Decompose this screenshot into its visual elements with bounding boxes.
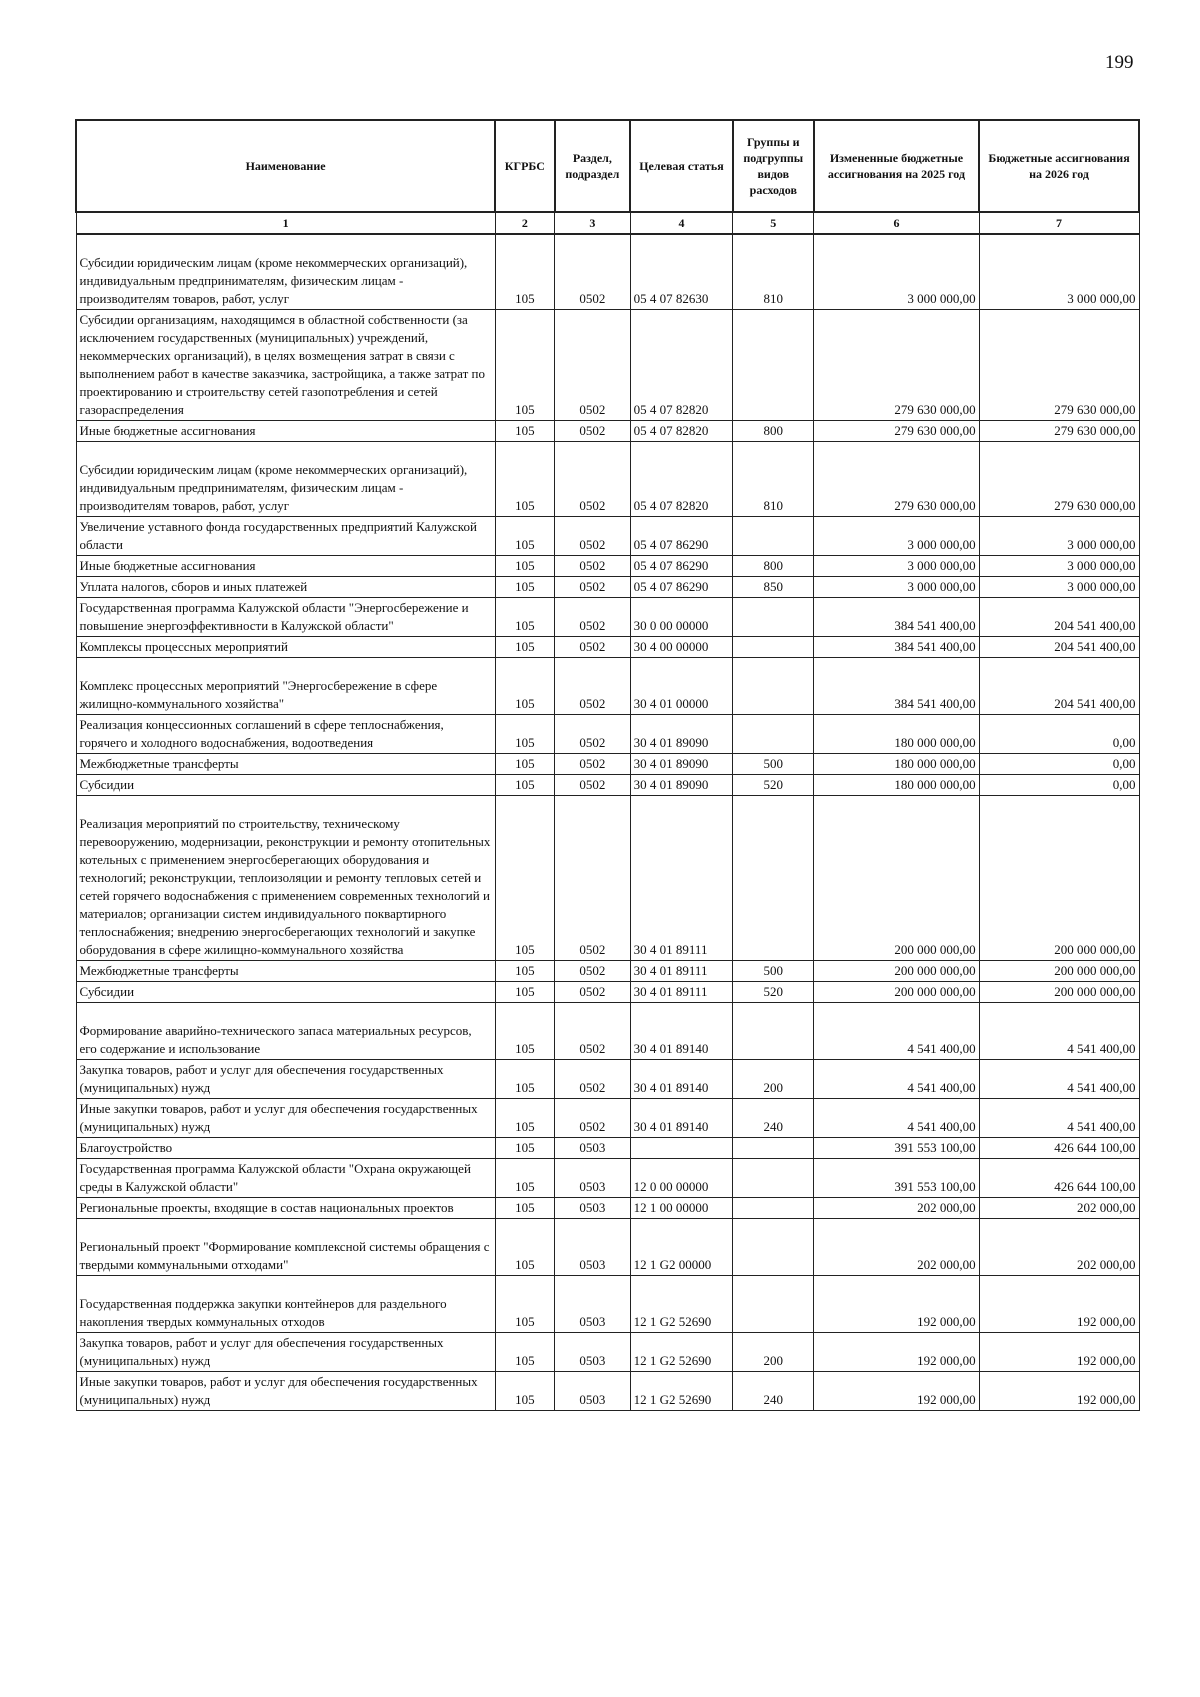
row-kgrbs: 105 bbox=[495, 775, 554, 796]
row-target: 05 4 07 82630 bbox=[630, 234, 733, 310]
row-2025: 3 000 000,00 bbox=[814, 517, 979, 556]
row-section: 0502 bbox=[555, 658, 631, 715]
row-kgrbs: 105 bbox=[495, 310, 554, 421]
table-row bbox=[76, 754, 1139, 775]
row-target: 30 4 01 89140 bbox=[630, 1060, 733, 1099]
row-2026: 426 644 100,00 bbox=[979, 1159, 1139, 1198]
table-row bbox=[76, 1333, 1139, 1372]
row-section: 0502 bbox=[555, 637, 631, 658]
row-vr bbox=[733, 715, 814, 754]
row-2026: 200 000 000,00 bbox=[979, 796, 1139, 961]
table-row bbox=[76, 556, 1139, 577]
row-target: 12 0 00 00000 bbox=[630, 1159, 733, 1198]
row-section: 0502 bbox=[555, 556, 631, 577]
row-name: Государственная программа Калужской области "Охрана окружающей среды в Калужской области" bbox=[76, 1159, 495, 1198]
row-2025: 200 000 000,00 bbox=[814, 982, 979, 1003]
row-section: 0502 bbox=[555, 442, 631, 517]
row-target: 30 4 01 89111 bbox=[630, 982, 733, 1003]
row-target: 30 4 01 89090 bbox=[630, 715, 733, 754]
row-target bbox=[630, 1138, 733, 1159]
row-target: 30 4 00 00000 bbox=[630, 637, 733, 658]
row-name: Комплексы процессных мероприятий bbox=[76, 637, 495, 658]
row-vr bbox=[733, 1003, 814, 1060]
row-kgrbs: 105 bbox=[495, 1060, 554, 1099]
row-target: 05 4 07 86290 bbox=[630, 556, 733, 577]
row-name: Закупка товаров, работ и услуг для обеспечения государственных (муниципальных) нужд bbox=[76, 1333, 495, 1372]
row-kgrbs: 105 bbox=[495, 556, 554, 577]
column-number: 6 bbox=[814, 212, 979, 234]
row-vr bbox=[733, 637, 814, 658]
budget-table bbox=[75, 119, 1140, 1411]
table-row bbox=[76, 961, 1139, 982]
row-section: 0503 bbox=[555, 1276, 631, 1333]
row-2025: 192 000,00 bbox=[814, 1333, 979, 1372]
row-kgrbs: 105 bbox=[495, 1219, 554, 1276]
row-kgrbs: 105 bbox=[495, 234, 554, 310]
row-2025: 192 000,00 bbox=[814, 1372, 979, 1411]
column-number: 2 bbox=[495, 212, 554, 234]
row-section: 0502 bbox=[555, 1003, 631, 1060]
table-row bbox=[76, 796, 1139, 961]
row-2026: 0,00 bbox=[979, 754, 1139, 775]
table-row bbox=[76, 1276, 1139, 1333]
table-row bbox=[76, 715, 1139, 754]
row-vr bbox=[733, 1219, 814, 1276]
row-2025: 4 541 400,00 bbox=[814, 1099, 979, 1138]
row-vr bbox=[733, 1138, 814, 1159]
row-target: 05 4 07 82820 bbox=[630, 421, 733, 442]
table-row bbox=[76, 1060, 1139, 1099]
row-kgrbs: 105 bbox=[495, 517, 554, 556]
row-name: Формирование аварийно-технического запаса материальных ресурсов, его содержание и использование bbox=[76, 1003, 495, 1060]
row-2025: 202 000,00 bbox=[814, 1198, 979, 1219]
row-2025: 3 000 000,00 bbox=[814, 234, 979, 310]
table-row bbox=[76, 1003, 1139, 1060]
row-2026: 3 000 000,00 bbox=[979, 234, 1139, 310]
row-kgrbs: 105 bbox=[495, 715, 554, 754]
row-target: 12 1 G2 52690 bbox=[630, 1372, 733, 1411]
row-vr: 240 bbox=[733, 1099, 814, 1138]
row-section: 0502 bbox=[555, 421, 631, 442]
row-2026: 202 000,00 bbox=[979, 1219, 1139, 1276]
row-2026: 279 630 000,00 bbox=[979, 442, 1139, 517]
row-kgrbs: 105 bbox=[495, 1138, 554, 1159]
table-row bbox=[76, 442, 1139, 517]
row-vr: 810 bbox=[733, 234, 814, 310]
table-row bbox=[76, 1099, 1139, 1138]
row-name: Субсидии организациям, находящимся в областной собственности (за исключением государственных (муниципальных) учреждений, некоммерческих организаций), в целях возмещения затрат в связи с выполнением работ в качестве заказчика, застройщика, а также затрат по проектированию и строительству сетей газопотребления и сетей газораспределения bbox=[76, 310, 495, 421]
row-section: 0502 bbox=[555, 310, 631, 421]
row-name: Иные бюджетные ассигнования bbox=[76, 421, 495, 442]
table-body bbox=[76, 234, 1139, 1411]
row-vr: 520 bbox=[733, 775, 814, 796]
row-2026: 3 000 000,00 bbox=[979, 517, 1139, 556]
column-number: 5 bbox=[733, 212, 814, 234]
row-kgrbs: 105 bbox=[495, 1333, 554, 1372]
column-number: 4 bbox=[630, 212, 733, 234]
table-row bbox=[76, 1138, 1139, 1159]
row-name: Иные закупки товаров, работ и услуг для обеспечения государственных (муниципальных) нужд bbox=[76, 1099, 495, 1138]
row-section: 0503 bbox=[555, 1333, 631, 1372]
row-target: 30 4 01 89111 bbox=[630, 961, 733, 982]
row-2026: 192 000,00 bbox=[979, 1276, 1139, 1333]
table-row bbox=[76, 1198, 1139, 1219]
table-row bbox=[76, 1372, 1139, 1411]
row-kgrbs: 105 bbox=[495, 598, 554, 637]
row-name: Увеличение уставного фонда государственных предприятий Калужской области bbox=[76, 517, 495, 556]
row-section: 0503 bbox=[555, 1138, 631, 1159]
row-kgrbs: 105 bbox=[495, 982, 554, 1003]
row-section: 0502 bbox=[555, 577, 631, 598]
row-name: Субсидии bbox=[76, 982, 495, 1003]
row-kgrbs: 105 bbox=[495, 1159, 554, 1198]
row-vr bbox=[733, 1198, 814, 1219]
row-2026: 4 541 400,00 bbox=[979, 1003, 1139, 1060]
row-kgrbs: 105 bbox=[495, 1198, 554, 1219]
row-name: Уплата налогов, сборов и иных платежей bbox=[76, 577, 495, 598]
row-2025: 3 000 000,00 bbox=[814, 577, 979, 598]
row-vr: 850 bbox=[733, 577, 814, 598]
row-2025: 200 000 000,00 bbox=[814, 961, 979, 982]
row-2025: 384 541 400,00 bbox=[814, 598, 979, 637]
row-2026: 192 000,00 bbox=[979, 1372, 1139, 1411]
row-name: Субсидии юридическим лицам (кроме некоммерческих организаций), индивидуальным предпринимателям, физическим лицам - производителям товаров, работ, услуг bbox=[76, 442, 495, 517]
row-2026: 3 000 000,00 bbox=[979, 556, 1139, 577]
header-2026: Бюджетные ассигнования на 2026 год bbox=[979, 120, 1139, 212]
row-name: Государственная программа Калужской области "Энергосбережение и повышение энергоэффективности в Калужской области" bbox=[76, 598, 495, 637]
row-section: 0503 bbox=[555, 1372, 631, 1411]
table-row bbox=[76, 658, 1139, 715]
row-kgrbs: 105 bbox=[495, 658, 554, 715]
header-2025: Измененные бюджетные ассигнования на 2025 год bbox=[814, 120, 979, 212]
row-2026: 4 541 400,00 bbox=[979, 1060, 1139, 1099]
row-vr: 200 bbox=[733, 1060, 814, 1099]
row-kgrbs: 105 bbox=[495, 961, 554, 982]
row-2025: 4 541 400,00 bbox=[814, 1060, 979, 1099]
row-2025: 279 630 000,00 bbox=[814, 310, 979, 421]
row-section: 0502 bbox=[555, 517, 631, 556]
row-target: 30 4 01 00000 bbox=[630, 658, 733, 715]
row-name: Субсидии юридическим лицам (кроме некоммерческих организаций), индивидуальным предпринимателям, физическим лицам - производителям товаров, работ, услуг bbox=[76, 234, 495, 310]
header-name: Наименование bbox=[76, 120, 495, 212]
row-target: 30 4 01 89090 bbox=[630, 775, 733, 796]
row-target: 30 4 01 89090 bbox=[630, 754, 733, 775]
row-name: Межбюджетные трансферты bbox=[76, 961, 495, 982]
row-2026: 279 630 000,00 bbox=[979, 310, 1139, 421]
table-row bbox=[76, 577, 1139, 598]
row-vr bbox=[733, 658, 814, 715]
header-kgrbs: КГРБС bbox=[495, 120, 554, 212]
row-name: Иные бюджетные ассигнования bbox=[76, 556, 495, 577]
row-name: Комплекс процессных мероприятий "Энергосбережение в сфере жилищно-коммунального хозяйства" bbox=[76, 658, 495, 715]
row-vr: 810 bbox=[733, 442, 814, 517]
row-vr bbox=[733, 310, 814, 421]
row-2025: 200 000 000,00 bbox=[814, 796, 979, 961]
row-section: 0502 bbox=[555, 234, 631, 310]
row-2025: 279 630 000,00 bbox=[814, 421, 979, 442]
row-kgrbs: 105 bbox=[495, 1372, 554, 1411]
table-row bbox=[76, 1219, 1139, 1276]
row-kgrbs: 105 bbox=[495, 1099, 554, 1138]
row-kgrbs: 105 bbox=[495, 421, 554, 442]
row-2025: 180 000 000,00 bbox=[814, 775, 979, 796]
row-target: 12 1 00 00000 bbox=[630, 1198, 733, 1219]
header-section: Раздел, подраздел bbox=[555, 120, 631, 212]
row-section: 0502 bbox=[555, 982, 631, 1003]
row-2025: 202 000,00 bbox=[814, 1219, 979, 1276]
column-number: 1 bbox=[76, 212, 495, 234]
row-2026: 192 000,00 bbox=[979, 1333, 1139, 1372]
row-name: Реализация концессионных соглашений в сфере теплоснабжения, горячего и холодного водоснабжения, водоотведения bbox=[76, 715, 495, 754]
row-2026: 279 630 000,00 bbox=[979, 421, 1139, 442]
row-section: 0502 bbox=[555, 961, 631, 982]
row-kgrbs: 105 bbox=[495, 754, 554, 775]
row-name: Региональные проекты, входящие в состав национальных проектов bbox=[76, 1198, 495, 1219]
page-number: 199 bbox=[1105, 52, 1134, 73]
row-vr bbox=[733, 598, 814, 637]
row-2026: 200 000 000,00 bbox=[979, 982, 1139, 1003]
table-row bbox=[76, 310, 1139, 421]
row-vr: 200 bbox=[733, 1333, 814, 1372]
row-vr bbox=[733, 1276, 814, 1333]
row-vr: 520 bbox=[733, 982, 814, 1003]
column-number: 7 bbox=[979, 212, 1139, 234]
header-row bbox=[76, 120, 1139, 212]
table-row bbox=[76, 775, 1139, 796]
row-vr bbox=[733, 796, 814, 961]
row-section: 0503 bbox=[555, 1198, 631, 1219]
table-row bbox=[76, 234, 1139, 310]
row-2025: 180 000 000,00 bbox=[814, 715, 979, 754]
header-groups: Группы и подгруппы видов расходов bbox=[733, 120, 814, 212]
row-2026: 204 541 400,00 bbox=[979, 598, 1139, 637]
row-section: 0502 bbox=[555, 796, 631, 961]
row-2026: 4 541 400,00 bbox=[979, 1099, 1139, 1138]
row-2026: 204 541 400,00 bbox=[979, 658, 1139, 715]
row-target: 05 4 07 82820 bbox=[630, 310, 733, 421]
row-name: Межбюджетные трансферты bbox=[76, 754, 495, 775]
row-vr bbox=[733, 1159, 814, 1198]
table-row bbox=[76, 982, 1139, 1003]
row-section: 0502 bbox=[555, 754, 631, 775]
row-target: 30 4 01 89140 bbox=[630, 1003, 733, 1060]
row-name: Реализация мероприятий по строительству, техническому перевооружению, модернизации, реконструкции и ремонту отопительных котельных с применением энергосберегающих оборудования и технологий; реконструкции, теплоизоляции и ремонту тепловых сетей и сетей горячего водоснабжения с применением современных технологий и материалов; организации систем индивидуального поквартирного теплоснабжения; внедрению энергосберегающих технологий и закупке оборудования в сфере жилищно-коммунального хозяйства bbox=[76, 796, 495, 961]
row-target: 12 1 G2 52690 bbox=[630, 1333, 733, 1372]
row-name: Иные закупки товаров, работ и услуг для обеспечения государственных (муниципальных) нужд bbox=[76, 1372, 495, 1411]
row-vr: 240 bbox=[733, 1372, 814, 1411]
row-name: Закупка товаров, работ и услуг для обеспечения государственных (муниципальных) нужд bbox=[76, 1060, 495, 1099]
row-kgrbs: 105 bbox=[495, 442, 554, 517]
row-name: Благоустройство bbox=[76, 1138, 495, 1159]
row-target: 12 1 G2 00000 bbox=[630, 1219, 733, 1276]
row-2026: 0,00 bbox=[979, 715, 1139, 754]
row-vr: 500 bbox=[733, 961, 814, 982]
row-target: 05 4 07 86290 bbox=[630, 577, 733, 598]
column-number-row bbox=[76, 212, 1139, 234]
row-2025: 391 553 100,00 bbox=[814, 1138, 979, 1159]
row-kgrbs: 105 bbox=[495, 1276, 554, 1333]
row-vr: 800 bbox=[733, 556, 814, 577]
row-2026: 202 000,00 bbox=[979, 1198, 1139, 1219]
row-section: 0503 bbox=[555, 1159, 631, 1198]
row-2026: 200 000 000,00 bbox=[979, 961, 1139, 982]
row-2026: 3 000 000,00 bbox=[979, 577, 1139, 598]
row-target: 30 4 01 89111 bbox=[630, 796, 733, 961]
row-name: Государственная поддержка закупки контейнеров для раздельного накопления твердых коммунальных отходов bbox=[76, 1276, 495, 1333]
row-2025: 279 630 000,00 bbox=[814, 442, 979, 517]
row-2025: 192 000,00 bbox=[814, 1276, 979, 1333]
row-2025: 180 000 000,00 bbox=[814, 754, 979, 775]
row-target: 05 4 07 82820 bbox=[630, 442, 733, 517]
row-2026: 426 644 100,00 bbox=[979, 1138, 1139, 1159]
row-section: 0502 bbox=[555, 1060, 631, 1099]
row-kgrbs: 105 bbox=[495, 1003, 554, 1060]
row-target: 30 0 00 00000 bbox=[630, 598, 733, 637]
row-kgrbs: 105 bbox=[495, 577, 554, 598]
table-row bbox=[76, 598, 1139, 637]
row-2025: 384 541 400,00 bbox=[814, 658, 979, 715]
row-section: 0502 bbox=[555, 1099, 631, 1138]
row-2025: 4 541 400,00 bbox=[814, 1003, 979, 1060]
row-name: Региональный проект "Формирование комплексной системы обращения с твердыми коммунальными отходами" bbox=[76, 1219, 495, 1276]
row-target: 30 4 01 89140 bbox=[630, 1099, 733, 1138]
row-section: 0502 bbox=[555, 598, 631, 637]
table-row bbox=[76, 421, 1139, 442]
row-2025: 3 000 000,00 bbox=[814, 556, 979, 577]
row-kgrbs: 105 bbox=[495, 796, 554, 961]
row-section: 0503 bbox=[555, 1219, 631, 1276]
row-target: 12 1 G2 52690 bbox=[630, 1276, 733, 1333]
row-kgrbs: 105 bbox=[495, 637, 554, 658]
table-row bbox=[76, 637, 1139, 658]
row-2026: 204 541 400,00 bbox=[979, 637, 1139, 658]
table-row bbox=[76, 1159, 1139, 1198]
header-target: Целевая статья bbox=[630, 120, 733, 212]
column-number: 3 bbox=[555, 212, 631, 234]
row-vr: 500 bbox=[733, 754, 814, 775]
row-2025: 391 553 100,00 bbox=[814, 1159, 979, 1198]
row-section: 0502 bbox=[555, 715, 631, 754]
table-row bbox=[76, 517, 1139, 556]
row-2025: 384 541 400,00 bbox=[814, 637, 979, 658]
row-name: Субсидии bbox=[76, 775, 495, 796]
row-section: 0502 bbox=[555, 775, 631, 796]
row-vr bbox=[733, 517, 814, 556]
row-vr: 800 bbox=[733, 421, 814, 442]
row-target: 05 4 07 86290 bbox=[630, 517, 733, 556]
row-2026: 0,00 bbox=[979, 775, 1139, 796]
